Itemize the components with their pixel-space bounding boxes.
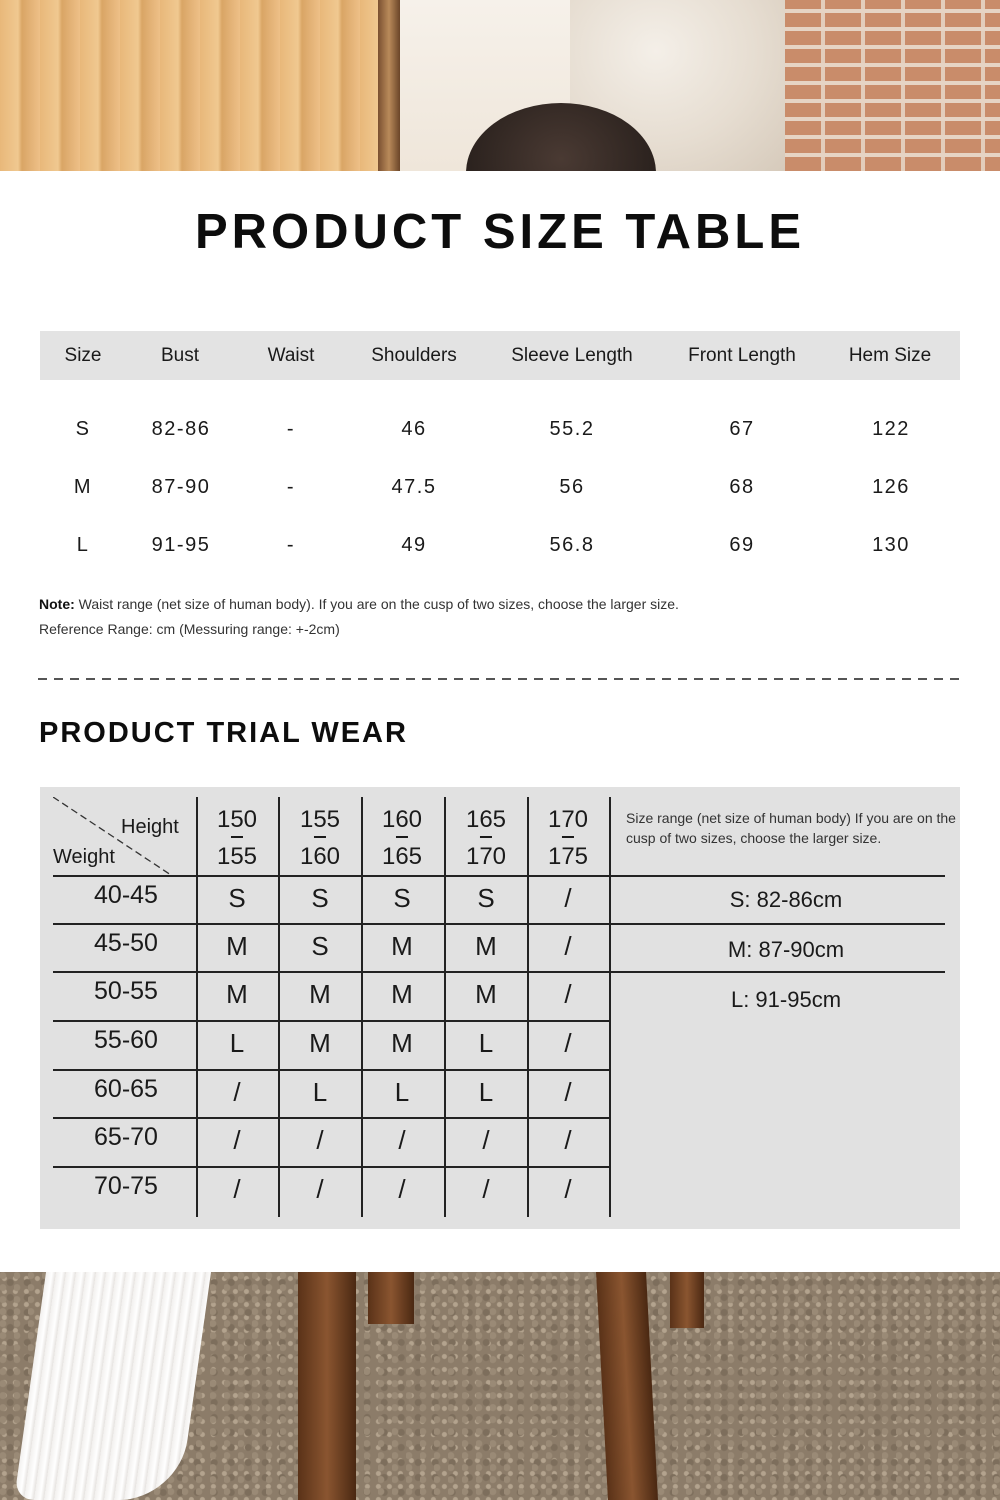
- range-l: L: 91-95cm: [730, 987, 842, 1012]
- weight-range-cell: 60-65: [94, 1075, 158, 1103]
- section-divider: [38, 678, 960, 680]
- weight-range-cell: 40-45: [94, 881, 158, 909]
- front-length-cell: 69: [729, 534, 755, 556]
- fit-size-cell: L: [394, 1077, 410, 1107]
- fit-size-cell: /: [398, 1174, 406, 1204]
- fit-size-cell: S: [477, 883, 495, 913]
- fit-size-cell: /: [564, 883, 572, 913]
- fit-size-cell: M: [391, 1028, 413, 1058]
- hem-cell: 122: [872, 418, 910, 440]
- page-title: PRODUCT SIZE TABLE: [194, 205, 806, 259]
- header-waist: Waist: [267, 345, 315, 366]
- header-sleeve-length: Sleeve Length: [511, 345, 633, 366]
- front-length-cell: 68: [729, 476, 755, 498]
- weight-range-cell: 50-55: [94, 977, 158, 1005]
- hem-cell: 126: [872, 476, 910, 498]
- fit-size-cell: /: [564, 1077, 572, 1107]
- fit-size-cell: S: [228, 883, 246, 913]
- fit-size-cell: /: [398, 1125, 406, 1155]
- size-cell: L: [76, 534, 90, 556]
- fit-size-cell: S: [311, 883, 329, 913]
- fit-size-cell: /: [482, 1125, 490, 1155]
- waist-cell: -: [286, 418, 296, 440]
- fit-size-cell: L: [229, 1028, 245, 1058]
- fit-size-cell: L: [478, 1077, 494, 1107]
- bust-cell: 82-86: [151, 418, 211, 440]
- trial-wear-title: PRODUCT TRIAL WEAR: [39, 717, 408, 749]
- top-product-photo: [0, 0, 1000, 171]
- fit-size-cell: S: [393, 883, 411, 913]
- size-row-l: [40, 534, 960, 564]
- bust-cell: 91-95: [151, 534, 211, 556]
- fit-size-cell: /: [233, 1174, 241, 1204]
- fit-size-cell: M: [226, 931, 248, 961]
- fit-size-cell: /: [564, 979, 572, 1009]
- shoulders-cell: 47.5: [391, 476, 437, 498]
- height-range-165: 165 170: [466, 801, 506, 875]
- sleeve-cell: 56: [559, 476, 585, 498]
- fit-size-cell: M: [309, 979, 331, 1009]
- header-size: Size: [64, 345, 102, 366]
- fit-size-cell: /: [564, 1174, 572, 1204]
- size-table-header: [40, 331, 960, 380]
- fit-size-cell: M: [226, 979, 248, 1009]
- fit-size-cell: L: [478, 1028, 494, 1058]
- header-bust: Bust: [160, 345, 200, 366]
- reference-range-note: Reference Range: cm (Messuring range: +-2cm): [39, 621, 340, 637]
- waist-cell: -: [286, 476, 296, 498]
- header-shoulders: Shoulders: [371, 345, 457, 366]
- height-range-150: 150 155: [217, 801, 257, 875]
- shoulders-cell: 46: [401, 418, 427, 440]
- range-m: M: 87-90cm: [727, 937, 845, 962]
- note-label: Note:: [39, 596, 75, 612]
- fit-size-cell: /: [233, 1125, 241, 1155]
- height-range-170: 170 175: [548, 801, 588, 875]
- fit-size-cell: L: [312, 1077, 328, 1107]
- fit-size-cell: S: [311, 931, 329, 961]
- weight-axis-label: Weight: [53, 846, 115, 868]
- fit-size-cell: /: [316, 1125, 324, 1155]
- size-row-s: [40, 418, 960, 448]
- fit-size-cell: M: [309, 1028, 331, 1058]
- fit-size-cell: M: [391, 979, 413, 1009]
- header-hem-size: Hem Size: [848, 345, 932, 366]
- fit-size-cell: /: [564, 1125, 572, 1155]
- sleeve-cell: 56.8: [549, 534, 595, 556]
- shoulders-cell: 49: [401, 534, 427, 556]
- note-text: Waist range (net size of human body). If you are on the cusp of two sizes, choose the larger size.: [74, 596, 679, 612]
- size-range-note: Size range (net size of human body) If you are on the cusp of two sizes, choose the larger size.: [626, 810, 956, 846]
- size-cell: S: [75, 418, 91, 440]
- height-range-160: 160 165: [382, 801, 422, 875]
- bust-cell: 87-90: [151, 476, 211, 498]
- height-range-155: 155 160: [300, 801, 340, 875]
- fit-size-cell: /: [233, 1077, 241, 1107]
- size-row-m: [40, 476, 960, 506]
- fit-size-cell: /: [564, 1028, 572, 1058]
- front-length-cell: 67: [729, 418, 755, 440]
- size-cell: M: [73, 476, 93, 498]
- fit-size-cell: /: [482, 1174, 490, 1204]
- weight-range-cell: 45-50: [94, 929, 158, 957]
- trial-wear-table: [40, 787, 960, 1229]
- sleeve-cell: 55.2: [549, 418, 595, 440]
- weight-range-cell: 65-70: [94, 1123, 158, 1151]
- range-s: S: 82-86cm: [729, 887, 843, 912]
- fit-size-cell: M: [475, 979, 497, 1009]
- fit-size-cell: /: [316, 1174, 324, 1204]
- size-note: [39, 596, 679, 612]
- fit-size-cell: M: [391, 931, 413, 961]
- bottom-product-photo: [0, 1272, 1000, 1500]
- hem-cell: 130: [872, 534, 910, 556]
- waist-cell: -: [286, 534, 296, 556]
- fit-size-cell: /: [564, 931, 572, 961]
- fit-size-cell: M: [475, 931, 497, 961]
- height-axis-label: Height: [121, 816, 179, 838]
- weight-range-cell: 55-60: [94, 1026, 158, 1054]
- weight-range-cell: 70-75: [94, 1172, 158, 1200]
- header-front-length: Front Length: [688, 345, 796, 366]
